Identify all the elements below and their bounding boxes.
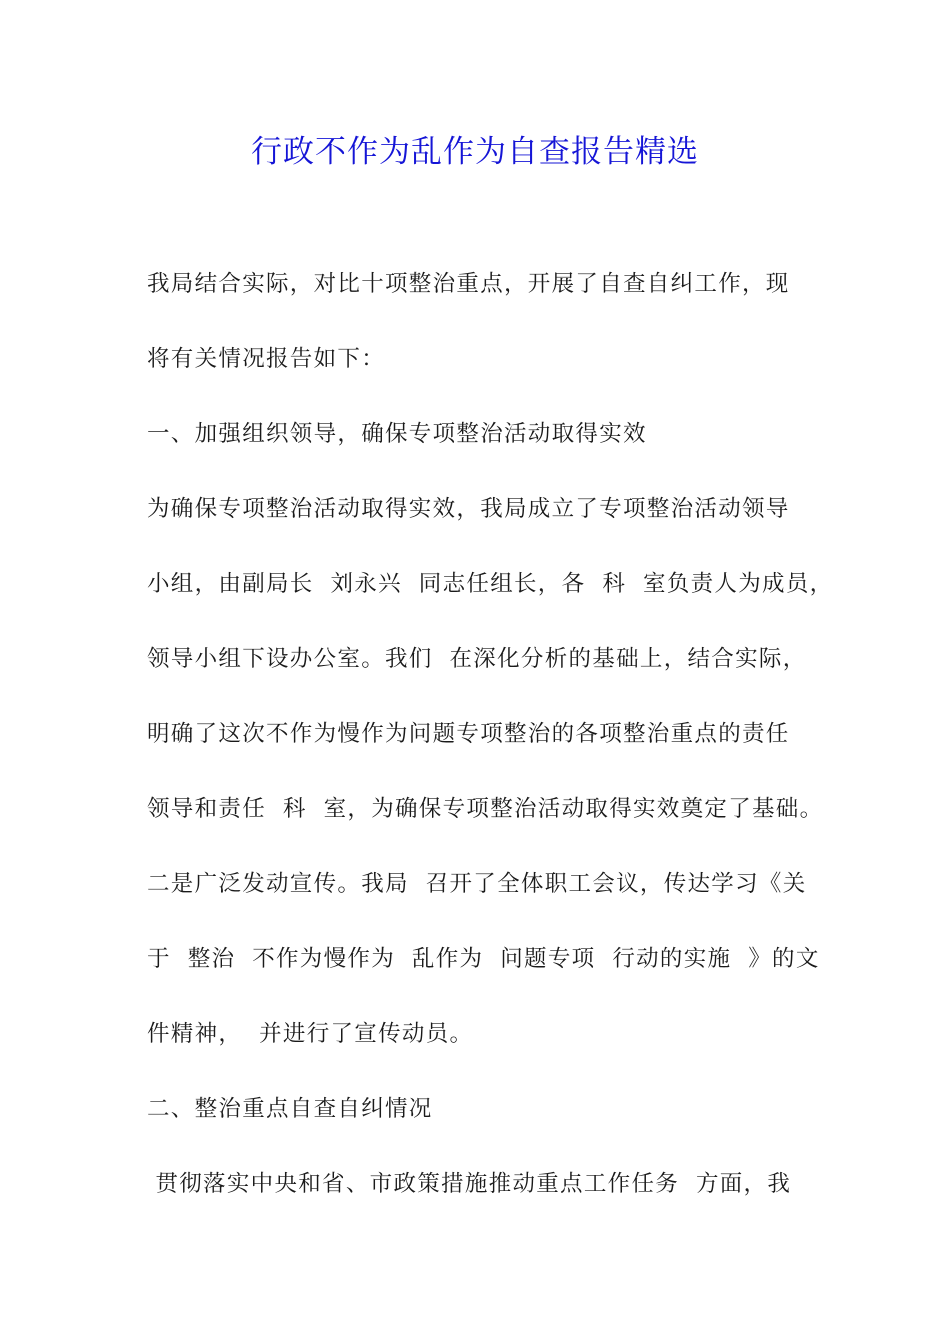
paragraph-line: 于 整治 不作为慢作为 乱作为 问题专项 行动的实施 》的文 [147,946,820,972]
paragraph-line: 领导和责任 科 室，为确保专项整治活动取得实效奠定了基础。 [147,796,824,822]
paragraph-line: 贯彻落实中央和省、市政策措施推动重点工作任务 方面，我 [147,1171,792,1197]
paragraph-line: 明确了这次不作为慢作为问题专项整治的各项整治重点的责任 [147,721,790,747]
section-heading: 二、整治重点自查自纠情况 [147,1096,433,1122]
paragraph-line: 我局结合实际，对比十项整治重点，开展了自查自纠工作，现 [147,271,790,297]
paragraph-line: 领导小组下设办公室。我们 在深化分析的基础上，结合实际， [147,646,807,672]
section-heading: 一、加强组织领导，确保专项整治活动取得实效 [147,421,647,447]
paragraph-line: 件精神， 并进行了宣传动员。 [147,1021,474,1047]
document-title: 行政不作为乱作为自查报告精选 [251,134,699,170]
paragraph-line: 将有关情况报告如下： [147,346,386,372]
paragraph-line: 二是广泛发动宣传。我局 召开了全体职工会议，传达学习《关 [147,871,807,897]
paragraph-line: 为确保专项整治活动取得实效，我局成立了专项整治活动领导 [147,496,790,522]
paragraph-line: 小组，由副局长 刘永兴 同志任组长，各 科 室负责人为成员， [147,571,834,597]
